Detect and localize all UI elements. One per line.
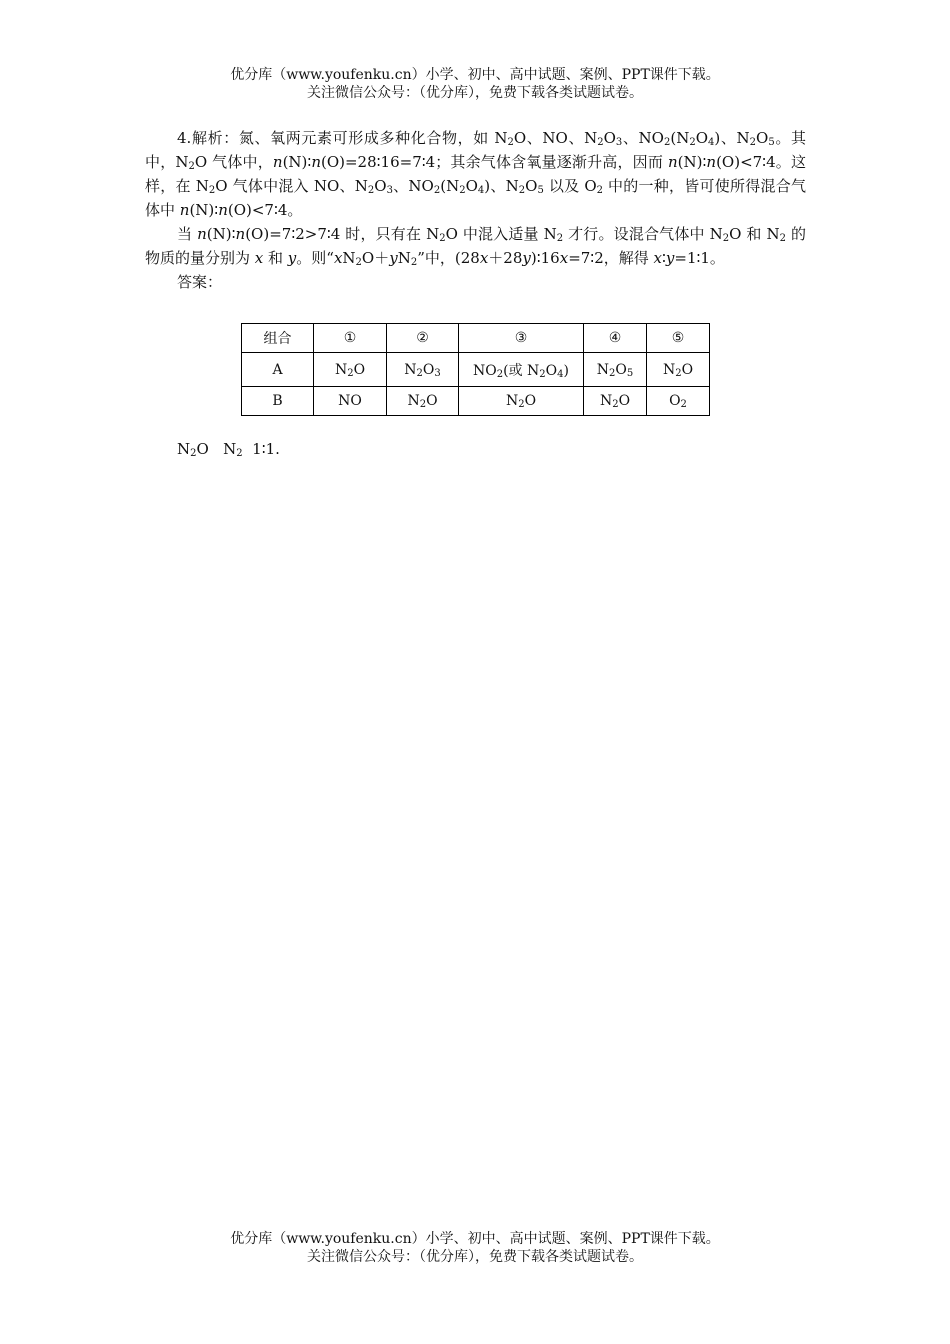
analysis-content [145, 126, 806, 294]
final-answer-ratio: 1∶1. [252, 440, 280, 458]
final-answer: $N_2O$ $N_2$ 1∶1. [177, 440, 280, 459]
footer-line-2: 关注微信公众号：（优分库），免费下载各类试题试卷。 [307, 1249, 643, 1265]
table-cell: $O_2$ [647, 387, 710, 416]
var-x: x [254, 249, 264, 267]
table-cell: $N_2O$ [647, 353, 710, 387]
table-cell: $N_2O$ [459, 387, 584, 416]
table-row [242, 387, 710, 416]
table-cell: $N_2O_5$ [584, 353, 647, 387]
analysis-label: 解析： [191, 129, 239, 147]
final-answer-n: N [177, 440, 191, 458]
table-header-cell: ② [387, 324, 459, 353]
table-header-cell: ① [314, 324, 387, 353]
table-cell: $N_2O_3$ [387, 353, 459, 387]
header-line-2: 关注微信公众号：（优分库），免费下载各类试题试卷。 [307, 85, 643, 101]
table-header-cell: 组合 [242, 324, 314, 353]
page-footer [0, 1230, 950, 1266]
var-y: y [287, 249, 297, 267]
answer-table [241, 323, 710, 416]
analysis-intro: 氮、氧两元素可形成多种化合物，如 [238, 129, 489, 147]
header-line-1: 优分库（www.youfenku.cn）小学、初中、高中试题、案例、PPT课件下载。 [230, 67, 720, 83]
table-row-label: A [242, 353, 314, 387]
table-header-cell: ④ [584, 324, 647, 353]
answer-label: 答案： [177, 273, 223, 291]
table-cell: NO [314, 387, 387, 416]
table-cell: $N_2O$ [584, 387, 647, 416]
footer-line-1: 优分库（www.youfenku.cn）小学、初中、高中试题、案例、PPT课件下载。 [230, 1231, 720, 1247]
table-header-cell: ③ [459, 324, 584, 353]
table-header-cell: ⑤ [647, 324, 710, 353]
table-header-row [242, 324, 710, 353]
table-row [242, 353, 710, 387]
table-cell: $NO_2$(或 $N_2O_4$) [459, 353, 584, 387]
analysis-paragraph-2: 当 n(N)∶n(O)=7∶2>7∶4 时，只有在 $N_2O$ 中混入适量 $N_2$ 才行。设混合气体中 $N_2O$ 和 $N_2$ 的物质的量分别为 x 和 y。则“$xN_2O+yN_2$”中，(28x＋28y)∶16x=7∶2，解得 x∶y=1∶1。 [145, 225, 806, 268]
table-row-label: B [242, 387, 314, 416]
question-number: 4. [177, 129, 192, 147]
analysis-paragraph-1: 4.解析：氮、氧两元素可形成多种化合物，如 $N_2O$、NO、$N_2O_3$、$NO_2(N_2O_4)$、$N_2O_5$。其中，$N_2O$ 气体中，n(N)∶n(O)=28∶16=7∶4；其余气体含氧量逐渐升高，因而 n(N)∶n(O)<7∶4。这样，在 $N_2O$ 气体中混入 NO、$N_2O_3$、$NO_2(N_2O_4)$、$N_2O_5$ 以及 $O_2$ 中的一种，皆可使所得混合气体中 n(N)∶n(O)<7∶4。 [145, 129, 806, 219]
page-header [0, 66, 950, 102]
table-cell: $N_2O$ [387, 387, 459, 416]
table-cell: $N_2O$ [314, 353, 387, 387]
